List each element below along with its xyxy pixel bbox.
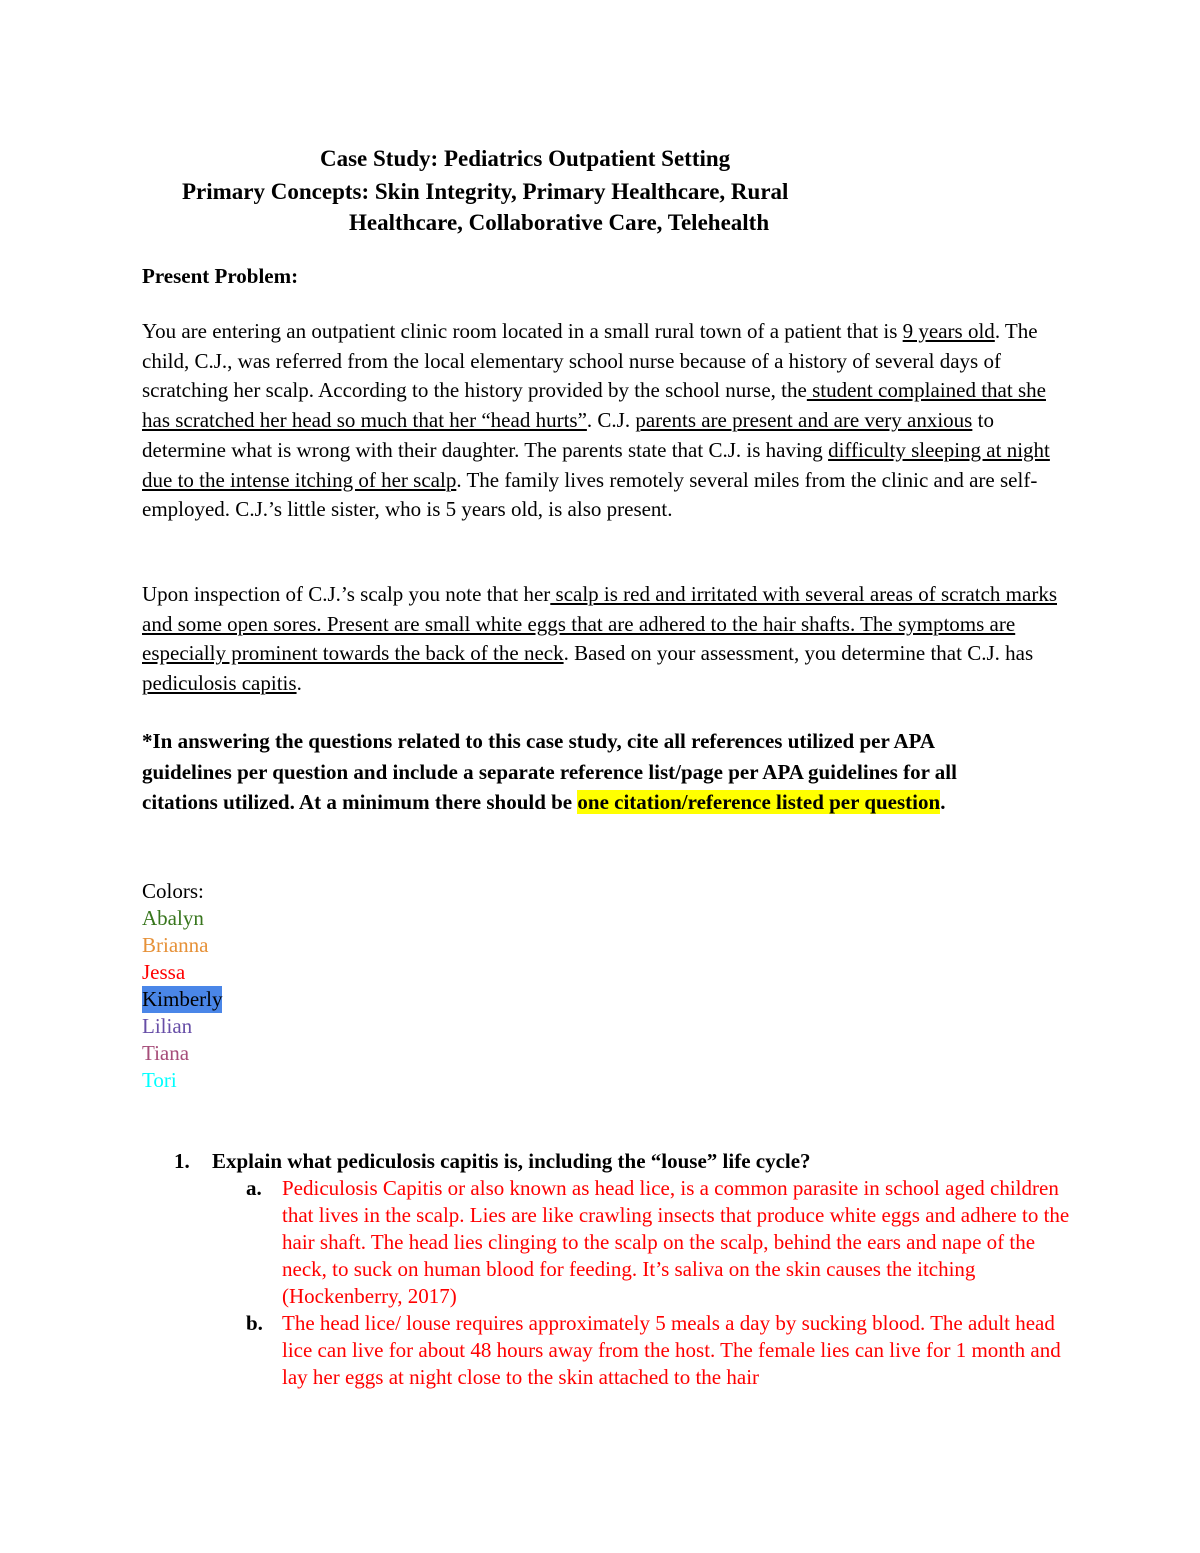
underlined-sleep: difficulty sleeping at night due to the intense itching of her scalp [142,437,1050,492]
present-problem-heading: Present Problem: [142,264,299,288]
colors-label: Colors: [142,879,204,903]
color-name-tiana: Tiana [142,1041,190,1065]
question-text: Explain what pediculosis capitis is, including the “louse” life cycle? [212,1149,811,1173]
questions-list [174,1148,1074,1391]
underlined-age: 9 years old [902,319,995,343]
citation-instruction [142,726,1022,818]
text-run: . The family lives remotely several miles from the clinic and are self-employed. C.J.’s little sister, who is 5 years old, is also present. [142,467,1038,522]
colors-legend [142,878,222,1094]
color-name-lilian: Lilian [142,1014,193,1038]
underlined-complaint: student complained that she has scratched her head so much that her “head hurts” [142,378,1046,433]
answer-letter: a. [246,1176,262,1200]
underlined-findings: scalp is red and irritated with several areas of scratch marks and some open sores. Present are small white eggs that are adhered to the hair shafts. The symptoms are especially prominent towards the back of the neck [142,582,1057,666]
answer-item [174,1310,1074,1391]
text-run: . [296,671,302,696]
underlined-diagnosis: pediculosis capitis [142,671,297,696]
answer-letter: b. [246,1311,263,1335]
instruction-text: *In answering the questions related to this case study, cite all references utilized per APA guidelines per question and include a separate reference list/page per APA guidelines for all citations utilized. At a minimum there should be [142,729,957,814]
color-name-abalyn: Abalyn [142,906,204,930]
text-run: to determine what is wrong with their daughter. The parents state that C.J. is having [142,408,994,462]
underlined-parents: parents are present and are very anxious [635,408,973,433]
color-name-tori: Tori [142,1068,177,1092]
title-line-3: Healthcare, Collaborative Care, Telehealth [349,210,770,235]
text-run: You are entering an outpatient clinic room located in a small rural town of a patient that is [142,319,903,343]
answer-item [174,1175,1074,1310]
color-name-jessa: Jessa [142,960,186,984]
text-run: Upon inspection of C.J.’s scalp you note that her [142,582,551,606]
answer-text: Pediculosis Capitis or also known as head lice, is a common parasite in school aged children that lives in the scalp. Lies are like crawling insects that produce white eggs and adhere to the hair shaft. The head lies clinging to the scalp on the scalp, behind the ears and nape of the neck, to suck on human blood for feeding. It’s saliva on the skin causes the itching (Hockenberry, 2017) [282,1176,1070,1308]
text-run: . Based on your assessment, you determine that C.J. has [563,641,1034,666]
title-line-2: Primary Concepts: Skin Integrity, Primary Healthcare, Rural [182,179,789,204]
color-name-brianna: Brianna [142,933,209,957]
question-number: 1. [174,1149,190,1173]
color-name-kimberly: Kimberly [142,987,223,1011]
title-line-1: Case Study: Pediatrics Outpatient Setting [320,146,731,171]
text-run: . The child, C.J., was referred from the local elementary school nurse because of a history of several days of scratching her scalp. According to the history provided by the school nurse, the [142,319,1038,403]
text-run: . C.J. [586,408,636,433]
present-problem-paragraph-1 [142,317,1062,525]
present-problem-paragraph-2 [142,580,1062,699]
question-item [174,1148,1074,1175]
instruction-highlight: one citation/reference listed per question [577,790,941,814]
answer-text: The head lice/ louse requires approximately 5 meals a day by sucking blood. The adult head lice can live for about 48 hours away from the host. The female lies can live for 1 month and lay her eggs at night close to the skin attached to the hair [282,1311,1061,1389]
instruction-end: . [940,790,946,814]
